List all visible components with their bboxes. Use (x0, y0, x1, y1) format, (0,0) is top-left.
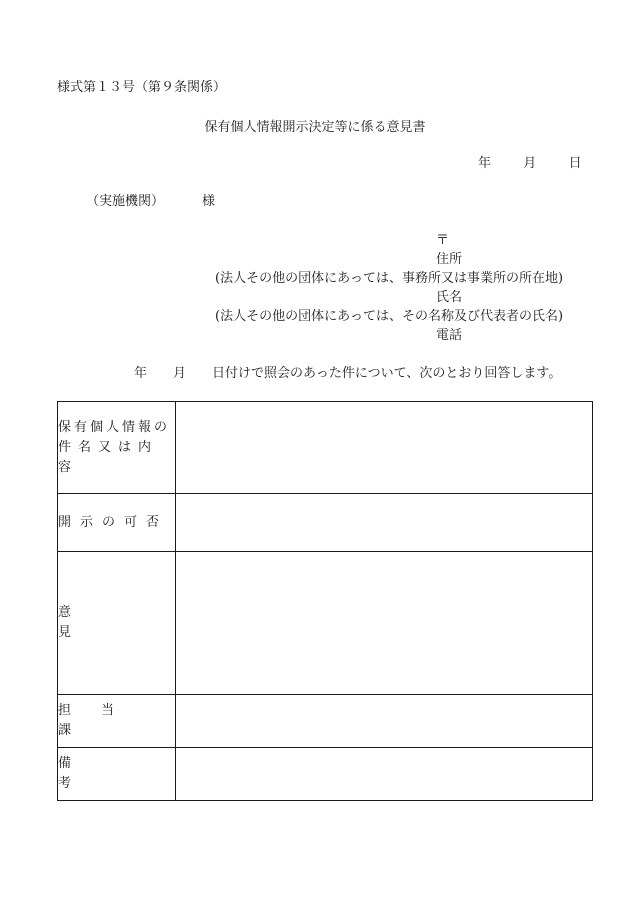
row-label-department (58, 695, 176, 748)
label-text: 意見 (58, 605, 152, 640)
table-row (58, 695, 593, 748)
table-row (58, 494, 593, 552)
disclosure-field[interactable] (176, 494, 593, 552)
reply-year: 年 (134, 366, 148, 381)
department-field[interactable] (176, 695, 593, 748)
label-line: 保有個人情報の (58, 419, 171, 435)
document-title: 保有個人情報開示決定等に係る意見書 (204, 120, 426, 135)
label-text: 開示の可否 (58, 514, 169, 530)
row-label-item-name (58, 402, 176, 494)
remarks-field[interactable] (176, 748, 593, 801)
label-text: 担当課 (58, 703, 145, 738)
phone-label: 電話 (436, 328, 463, 343)
row-label-remarks (58, 748, 176, 801)
row-label-disclosure (58, 494, 176, 552)
date-year: 年 (478, 156, 492, 171)
address-label: 住所 (436, 252, 463, 267)
table-row (58, 552, 593, 695)
reply-text: 日付けで照会のあった件について、次のとおり回答します。 (212, 366, 562, 381)
postal-mark: 〒 (436, 233, 450, 248)
form-number: 様式第１３号（第９条関係） (57, 80, 227, 95)
row-label-opinion (58, 552, 176, 695)
date-line (478, 156, 582, 172)
opinion-field[interactable] (176, 552, 593, 695)
table-row (58, 402, 593, 494)
addressee-agency: （実施機関） (86, 194, 165, 209)
name-label: 氏名 (436, 290, 463, 305)
address-note: (法人その他の団体にあっては、事務所又は事業所の所在地) (215, 271, 564, 286)
label-line: 件名又は内容 (58, 439, 159, 475)
name-note: (法人その他の団体にあっては、その名称及び代表者の氏名) (215, 309, 564, 324)
opinion-form-table (57, 401, 593, 801)
reply-line (134, 366, 561, 382)
table-row (58, 748, 593, 801)
date-month: 月 (523, 156, 537, 171)
addressee-honorific: 様 (202, 194, 216, 209)
addressee (86, 194, 216, 210)
label-text: 備考 (58, 756, 152, 791)
date-day: 日 (568, 156, 582, 171)
reply-month: 月 (173, 366, 187, 381)
item-name-field[interactable] (176, 402, 593, 494)
